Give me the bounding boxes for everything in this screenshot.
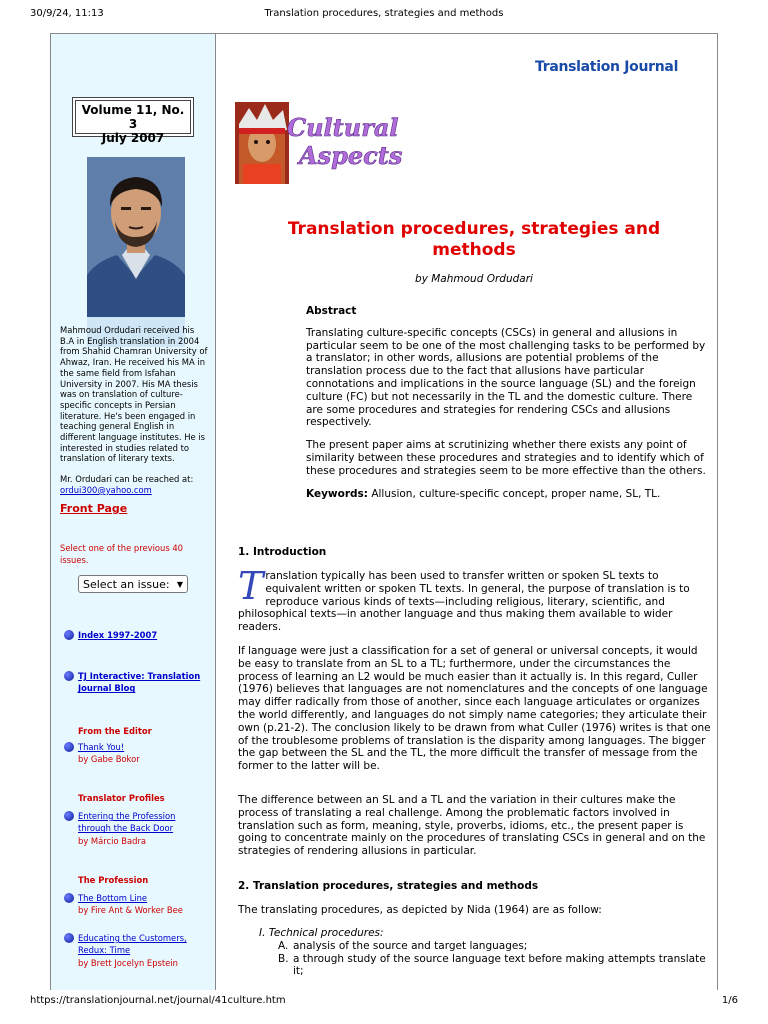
list-item-b-letter: B. [278, 952, 289, 965]
section-label-translator-profiles: Translator Profiles [78, 793, 165, 803]
issue-select-value: Select an issue: [83, 577, 170, 591]
author-email-link[interactable]: ordui300@yahoo.com [60, 484, 152, 495]
profile-link[interactable]: Entering the Profession through the Back Door [78, 811, 176, 834]
thank-you-author: by Gabe Bokor [78, 754, 140, 765]
nav-item-profile [64, 810, 209, 847]
list-item-a-letter: A. [278, 939, 289, 952]
section-label-from-editor: From the Editor [78, 726, 152, 736]
nav-item-educating [64, 932, 209, 969]
intro-paragraph-1-text: ranslation typically has been used to transfer written or spoken SL texts to equivalent written or spoken TL texts. In general, the purpose of translation is to reproduce various kinds of texts—including religious, literary, scientific, and philosophical texts—in another language and thus making them available to wider readers. [238, 570, 690, 634]
bottom-line-link[interactable]: The Bottom Line [78, 893, 148, 903]
drop-cap: T [238, 564, 264, 608]
bullet-icon [64, 742, 74, 752]
nav-item-thank-you [64, 741, 209, 766]
chevron-down-icon: ▼ [176, 579, 183, 589]
banner-word-cultural: Cultural [287, 113, 399, 142]
cultural-aspects-banner [235, 102, 411, 184]
procedures-paragraph-1: The translating procedures, as depicted by Nida (1964) are as follow: [238, 904, 602, 916]
nav-item-bottom-line [64, 892, 209, 917]
contact-line [60, 474, 210, 495]
list-item-b [259, 953, 713, 979]
bio-text: Mahmoud Ordudari received his B.A in English translation in 2004 from Shahid Chamran University of Ahwaz, Iran. He received his MA in the same field from Isfahan University in 2007. His MA thesis was on translation of culture-specific concepts in Persian literature. He's been engaged in teaching general English in different language institutes. He is interested in studies related to translation of literary texts. [60, 325, 208, 464]
article-title: Translation procedures, strategies and methods [287, 219, 661, 260]
bullet-icon [64, 671, 74, 681]
intro-paragraph-2: If language were just a classification for a set of general or universal concepts, it would be easy to translate from an SL to a TL; furthermore, under the circumstances the process of learning an L2 would be much easier than it actually is. In this regard, Culler (1976) believes that languages are not nomenclatures and the concepts of one language may differ radically from those of another, since each language articulates or organizes the world differently, and languages do not simply name categories; they articulate their own (p.21-2). The conclusion likely to be drawn from what Culler (1976) writes is that one of the troublesome problems of translation is the disparity among languages. The bigger the gap between the SL and the TL, the more difficult the transfer of message from the former to the latter will be. [238, 645, 711, 773]
bullet-icon [64, 811, 74, 821]
keywords-label: Keywords: [306, 487, 368, 500]
volume-number: Volume 11, No. 3 [81, 103, 185, 131]
banner-word-aspects: Aspects [299, 141, 403, 170]
bullet-icon [64, 630, 74, 640]
select-issue-note: Select one of the previous 40 issues. [60, 543, 184, 565]
bullet-icon [64, 893, 74, 903]
list-item-b-text: a through study of the source language text before making attempts translate it; [293, 952, 706, 978]
intro-paragraph-3: The difference between an SL and a TL and the variation in their cultures make the process of translating a real challenge. Among the problematic factors involved in translation such as form, meaning, style, proverbs, idioms, etc., the present paper is going to concentrate mainly on the procedures of translating CSCs in general and on the strategies of rendering allusions in particular. [238, 794, 706, 858]
keywords-text: Allusion, culture-specific concept, proper name, SL, TL. [371, 487, 661, 500]
nav-item-index [64, 629, 209, 641]
section-heading-procedures: 2. Translation procedures, strategies and methods [238, 880, 539, 892]
abstract-paragraph-2: The present paper aims at scrutinizing whether there exists any point of similarity between these procedures and strategies and to identify which of these procedures and strategies seem to be more effective than the others. [306, 439, 706, 477]
print-page-number: 1/6 [721, 995, 738, 1006]
section-label-profession: The Profession [78, 875, 149, 885]
list-technical-procedures: I. Technical procedures: [259, 927, 384, 939]
educating-link[interactable]: Educating the Customers, Redux: Time [78, 933, 187, 956]
list-item-a [259, 940, 713, 953]
translation-journal-logo[interactable]: Translation Journal [535, 59, 679, 75]
section-heading-introduction: 1. Introduction [238, 546, 327, 558]
issue-select[interactable] [78, 575, 188, 593]
abstract [306, 305, 708, 510]
print-datetime: 30/9/24, 11:13 [30, 8, 104, 19]
print-url: https://translationjournal.net/journal/41culture.htm [30, 995, 286, 1006]
sidebar [51, 34, 216, 990]
procedures-list [259, 927, 713, 978]
intro-paragraph-1 [238, 564, 713, 634]
bottom-line-author: by Fire Ant & Worker Bee [78, 905, 183, 916]
author-photo [87, 157, 185, 347]
article-byline: by Mahmoud Ordudari [415, 273, 533, 285]
print-footer [0, 992, 768, 1012]
blog-link[interactable]: TJ Interactive: Translation Journal Blog [78, 671, 201, 694]
abstract-heading: Abstract [306, 305, 357, 317]
profile-author: by Márcio Badra [78, 835, 147, 846]
abstract-paragraph-1: Translating culture-specific concepts (CSCs) in general and allusions in particular seem to be one of the most challenging tasks to be performed by a translator; in other words, allusions are potential problems of the translation process due to the fact that allusions have particular connotations and implications in the source language (SL) and the foreign culture (FC) but not necessarily in the TL and the domestic culture. There are some procedures and strategies for rendering CSCs and allusions respectively. [306, 326, 706, 429]
keywords-line [306, 488, 708, 501]
thank-you-link[interactable]: Thank You! [78, 742, 125, 752]
print-header [0, 0, 768, 24]
issue-date: July 2007 [101, 131, 165, 145]
list-item-a-text: analysis of the source and target languages; [293, 939, 528, 952]
front-page-link[interactable]: Front Page [60, 502, 128, 515]
contact-prefix: Mr. Ordudari can be reached at: [60, 474, 194, 485]
print-page-title: Translation procedures, strategies and methods [264, 8, 504, 19]
nav-item-blog [64, 670, 209, 695]
educating-author: by Brett Jocelyn Epstein [78, 957, 178, 968]
bullet-icon [64, 933, 74, 943]
index-link[interactable]: Index 1997-2007 [78, 630, 158, 640]
volume-box [72, 97, 194, 145]
author-bio [60, 325, 210, 506]
